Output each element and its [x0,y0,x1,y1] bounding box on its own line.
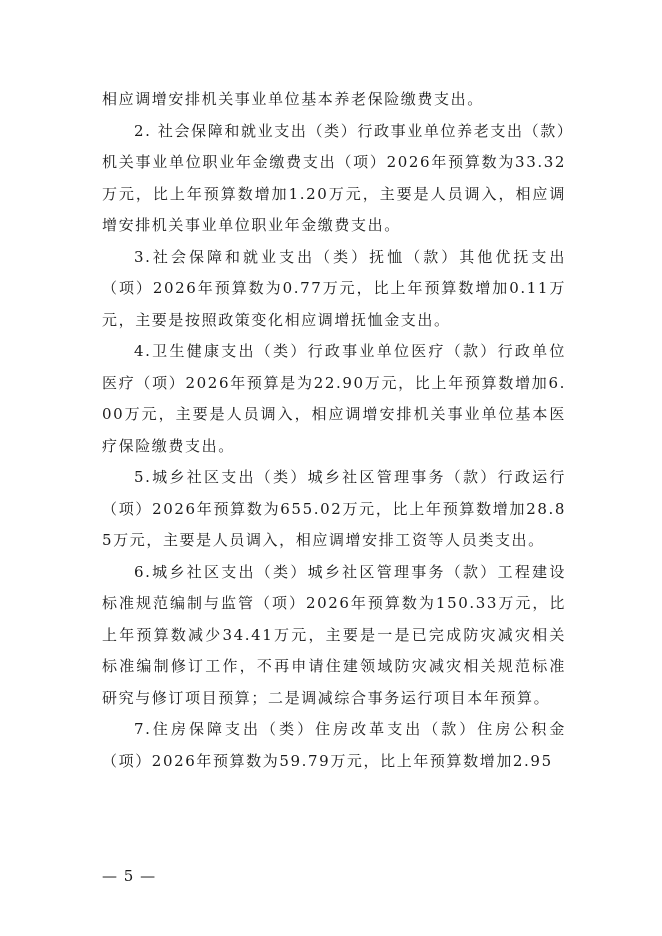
page-number: — 5 — [102,867,157,885]
paragraph-item-2: 2. 社会保障和就业支出（类）行政事业单位养老支出（款）机关事业单位职业年金缴费支出（项）2026年预算数为33.32万元，比上年预算数增加1.20万元，主要是人员调入，相应调增安排机关事业单位职业年金缴费支出。 [102,121,566,234]
paragraph-item-6: 6.城乡社区支出（类）城乡社区管理事务（款）工程建设标准规范编制与监管（项）2026年预算数为150.33万元，比上年预算数减少34.41万元，主要是一是已完成防灾减灾相关标准编制修订工作，不再申请住建领域防灾减灾相关规范标准研究与修订项目预算；二是调减综合事务运行项目本年预算。 [102,562,566,707]
body-text [102,84,566,777]
paragraph-item-3: 3.社会保障和就业支出（类）抚恤（款）其他优抚支出（项）2026年预算数为0.77万元，比上年预算数增加0.11万元，主要是按照政策变化相应调增抚恤金支出。 [102,247,566,329]
paragraph-item-7: 7.住房保障支出（类）住房改革支出（款）住房公积金（项）2026年预算数为59.79万元，比上年预算数增加2.95 [102,720,566,770]
paragraph-item-5: 5.城乡社区支出（类）城乡社区管理事务（款）行政运行（项）2026年预算数为655.02万元，比上年预算数增加28.85万元，主要是人员调入，相应调增安排工资等人员类支出。 [102,468,566,549]
paragraph-item-4: 4.卫生健康支出（类）行政事业单位医疗（款）行政单位医疗（项）2026年预算是为22.90万元，比上年预算数增加6.00万元，主要是人员调入，相应调增安排机关事业单位基本医疗保险缴费支出。 [102,342,566,455]
paragraph-continuation: 相应调增安排机关事业单位基本养老保险缴费支出。 [102,90,484,108]
